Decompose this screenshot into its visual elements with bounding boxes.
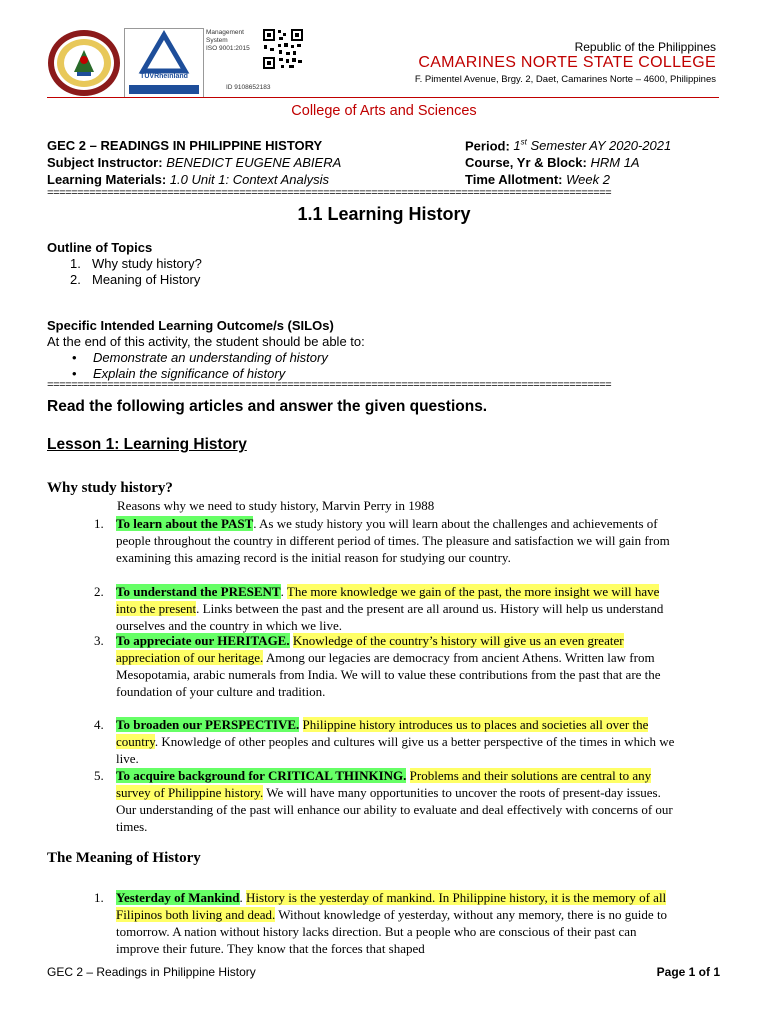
- list-item-number: 5.: [94, 768, 104, 783]
- cert-details: [206, 29, 258, 53]
- bullet-icon: •: [72, 350, 77, 365]
- bullet-icon: •: [72, 366, 77, 381]
- college-address: F. Pimentel Avenue, Brgy. 2, Daet, Camarines Norte – 4600, Philippines: [414, 74, 716, 85]
- meaning-heading: The Meaning of History: [47, 850, 201, 866]
- college-name: CAMARINES NORTE STATE COLLEGE: [418, 54, 716, 71]
- college-seal: [47, 28, 121, 98]
- plain-text: The pleasure and satisfaction we will gain from examining this amazing record is the initial reason for studying our country.: [116, 533, 670, 565]
- silo-item: [72, 350, 328, 365]
- course-block-label: Course, Yr & Block:: [465, 155, 587, 170]
- time-allotment-label: Time Allotment:: [465, 172, 563, 187]
- period-ordinal: st: [520, 138, 527, 147]
- outline-item: [70, 256, 202, 271]
- plain-text: We will have many opportunities to uncover the roots of present-day issues. Our understanding of the past will enhance our ability to evaluate and deal effectively with concerns of our times.: [116, 785, 673, 834]
- list-item: 1. Yesterday of Mankind. History is the yesterday of mankind. In Philippine history, it is the memory of all Filipinos both living and dead. Without knowledge of yesterday, without any memory, there is no guide to tomorrow. A nation without history lacks direction. But a people who are conscious of their past can improve their future. They know that the forces that shaped: [94, 890, 668, 956]
- instructor-value: BENEDICT EUGENE ABIERA: [166, 155, 342, 170]
- page-title: 1.1 Learning History: [297, 204, 471, 224]
- key-phrase: To broaden our PERSPECTIVE.: [116, 717, 300, 732]
- list-item: 1. To learn about the PAST. As we study history you will learn about the challenges and achievements of people throughout the country in different period of times. The pleasure and satisfaction we will gain from examining this amazing record is the initial reason for studying our country.: [94, 516, 670, 565]
- lesson-title: Lesson 1: Learning History: [47, 436, 247, 453]
- instructor-row: [47, 155, 341, 170]
- outline-item-number: 1.: [70, 256, 81, 271]
- period-value: Semester AY 2020-2021: [530, 138, 672, 154]
- tuv-triangle-icon: [125, 29, 203, 79]
- republic-line: Republic of the Philippines: [574, 40, 716, 54]
- separator-line: ==============================================================================================: [47, 380, 612, 392]
- silo-heading: Specific Intended Learning Outcome/s (SILOs): [47, 318, 334, 333]
- list-item-number: 4.: [94, 717, 104, 732]
- list-item-number: 2.: [94, 584, 104, 599]
- instructor-label: Subject Instructor:: [47, 155, 163, 170]
- highlighted-text: The more knowledge we gain of the past, the more insight we will have into the present: [116, 584, 660, 616]
- highlighted-text: Problems and their solutions are central to any survey of Philippine history.: [116, 768, 652, 800]
- course-title: GEC 2 – READINGS IN PHILIPPINE HISTORY: [47, 138, 323, 153]
- page-number: Page 1 of 1: [656, 965, 720, 979]
- header-divider: [47, 97, 719, 98]
- list-item-number: 1.: [94, 516, 104, 531]
- key-phrase: To appreciate our HERITAGE.: [116, 633, 290, 648]
- qr-code-icon: [262, 28, 304, 70]
- period-row: [465, 138, 671, 153]
- footer-left: GEC 2 – Readings in Philippine History: [47, 965, 256, 979]
- silo-item: [72, 366, 285, 381]
- materials-row: [47, 172, 329, 187]
- list-item: 4. To broaden our PERSPECTIVE. Philippine history introduces us to places and societies all over the country. Knowledge of other peoples and cultures will give us a better perspective of the times in which we live.: [94, 717, 675, 766]
- course-block-row: [465, 155, 640, 170]
- materials-label: Learning Materials:: [47, 172, 167, 187]
- department-name: College of Arts and Sciences: [291, 103, 477, 119]
- outline-heading: Outline of Topics: [47, 240, 153, 255]
- tuv-brand-label: TÜVRheinland: [140, 73, 188, 80]
- cert-line-1: Management: [206, 29, 244, 36]
- cert-id: ID 9108652183: [226, 84, 271, 91]
- silo-item-text: Explain the significance of history: [93, 366, 286, 381]
- course-block-value: HRM 1A: [590, 155, 640, 170]
- highlighted-text: Knowledge of the country’s history will give us an even greater appreciation of our heritage.: [116, 633, 624, 665]
- plain-text: Links between the past and the present are all around us. History will help us understand ourselves and the country in which we live.: [116, 601, 664, 633]
- key-phrase: To learn about the PAST: [116, 516, 254, 531]
- time-allotment-row: [465, 172, 610, 187]
- list-item-number: 1.: [94, 890, 104, 905]
- plain-text: Among our legacies are democracy from ancient Athens. Written law from Mesopotamia, arabic numerals from India. We will to value these contributions from the past that are the foundation of your culture and tradition.: [116, 650, 661, 699]
- why-heading: Why study history?: [47, 480, 173, 496]
- why-intro: Reasons why we need to study history, Marvin Perry in 1988: [117, 498, 435, 513]
- silo-item-text: Demonstrate an understanding of history: [93, 350, 328, 365]
- cert-line-3: ISO 9001:2015: [206, 45, 250, 52]
- list-item: [94, 632, 734, 700]
- highlighted-text: History is the yesterday of mankind. In Philippine history, it is the memory of all Filipinos both living and dead.: [116, 890, 667, 922]
- separator-line: ==============================================================================================: [47, 188, 612, 200]
- time-allotment-value: Week 2: [566, 172, 610, 187]
- outline-item-label: Why study history?: [92, 256, 202, 271]
- instruction-text: Read the following articles and answer the given questions.: [47, 398, 488, 415]
- highlighted-text: Philippine history introduces us to places and societies all over the country: [116, 717, 649, 749]
- key-phrase: To understand the PRESENT: [116, 584, 281, 599]
- list-item: [94, 767, 734, 835]
- key-phrase: To acquire background for CRITICAL THINKING.: [116, 768, 407, 783]
- outline-item: [70, 272, 200, 287]
- key-phrase: Yesterday of Mankind: [116, 890, 240, 905]
- silo-intro: At the end of this activity, the student should be able to:: [47, 334, 365, 349]
- materials-value: 1.0 Unit 1: Context Analysis: [169, 172, 330, 187]
- list-item: 2. To understand the PRESENT. The more knowledge we gain of the past, the more insight we will have into the present. Links between the past and the present are all around us. History will help us understand ourselves and the country in which we live.: [94, 584, 664, 633]
- tuv-certification-badge: [124, 28, 204, 98]
- period-number: 1: [513, 138, 521, 154]
- outline-item-number: 2.: [70, 272, 81, 287]
- cert-line-2: System: [206, 37, 228, 44]
- list-item-number: 3.: [94, 633, 104, 648]
- period-label: Period:: [465, 138, 510, 154]
- plain-text: Knowledge of other peoples and cultures will give us a better perspective of the times in which we live.: [116, 734, 675, 766]
- plain-text: Without knowledge of yesterday, without any memory, there is no guide to tomorrow. A nation without history lacks direction. But a people who are conscious of their past can improve their future. They know that the forces that shaped: [116, 907, 668, 956]
- outline-item-label: Meaning of History: [92, 272, 201, 287]
- highlighted-text: As we study history you will learn about the challenges and achievements of people throughout the country in different period of times: [116, 516, 658, 548]
